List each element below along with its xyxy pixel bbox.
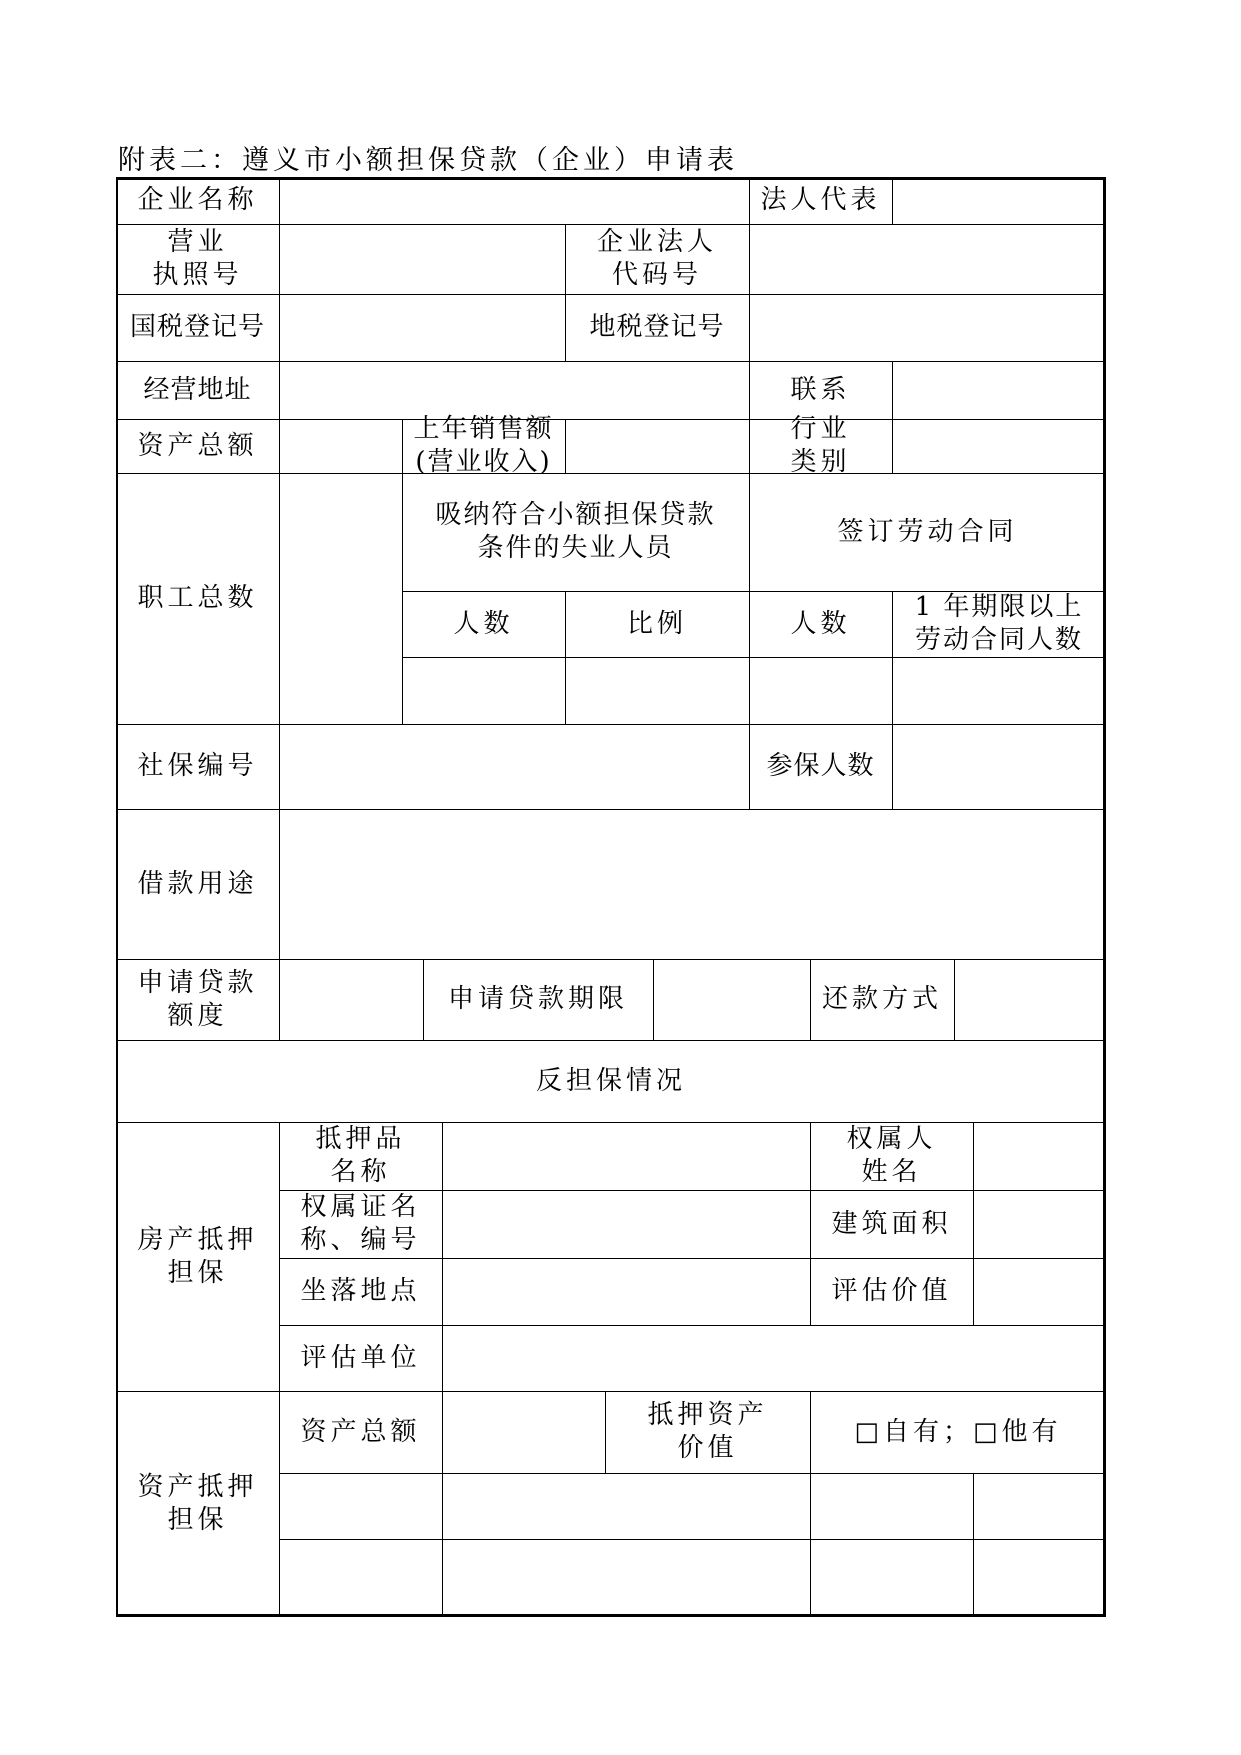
business-license-field[interactable]: [279, 224, 565, 294]
asset-row2-col2[interactable]: [442, 1539, 810, 1617]
headcount-field-2[interactable]: [749, 657, 892, 724]
title-cert-label: 权属证名 称、编号: [300, 1192, 421, 1255]
appraised-value-label: 评估价值: [831, 1276, 952, 1306]
company-name-label: 企业名称: [137, 185, 258, 215]
corp-code-field[interactable]: [749, 224, 1106, 294]
asset-row2-col4[interactable]: [973, 1539, 1106, 1617]
business-license-label: 营业 执照号: [152, 227, 243, 290]
owner-name-field[interactable]: [973, 1122, 1106, 1190]
legal-rep-field[interactable]: [892, 177, 1106, 224]
asset-mortgage-label: 资产抵押 担保: [137, 1472, 258, 1535]
headcount-label-2: 人数: [790, 608, 851, 639]
collateral-name-field[interactable]: [442, 1122, 810, 1190]
appraiser-label: 评估单位: [300, 1342, 421, 1373]
ratio-field[interactable]: [565, 657, 749, 724]
last-year-sales-label: 上年销售额 (营业收入): [413, 414, 554, 477]
address-field[interactable]: [279, 361, 749, 419]
contract-1yr-label: 1 年期限以上 劳动合同人数: [914, 592, 1084, 655]
legal-rep-label: 法人代表: [760, 185, 881, 215]
ownership-checkboxes[interactable]: □自有；□他有: [854, 1416, 1062, 1447]
insured-count-label: 参保人数: [766, 751, 875, 781]
repayment-label: 还款方式: [821, 984, 942, 1014]
total-staff-label: 职工总数: [137, 583, 258, 613]
mortgaged-asset-value-label: 抵押资产 价值: [647, 1400, 768, 1463]
location-field[interactable]: [442, 1258, 810, 1325]
floor-area-label: 建筑面积: [831, 1208, 952, 1239]
title-cert-field[interactable]: [442, 1190, 810, 1258]
owner-name-label: 权属人 姓名: [846, 1124, 937, 1187]
headcount-field-1[interactable]: [402, 657, 565, 724]
loan-amount-label: 申请贷款 额度: [137, 967, 258, 1031]
loan-purpose-label: 借款用途: [137, 868, 258, 899]
total-staff-field[interactable]: [279, 473, 402, 724]
absorbed-unemployed-label: 吸纳符合小额担保贷款 条件的失业人员: [435, 500, 716, 563]
headcount-label-1: 人数: [453, 608, 514, 639]
asset-row1-col2[interactable]: [442, 1473, 810, 1539]
location-label: 坐落地点: [300, 1276, 421, 1306]
asset-row2-col3[interactable]: [810, 1539, 973, 1617]
asset-row2-col1[interactable]: [279, 1539, 442, 1617]
national-tax-label: 国税登记号: [129, 312, 265, 342]
appraiser-field[interactable]: [442, 1325, 1106, 1391]
counter-guarantee-heading: 反担保情况: [535, 1065, 686, 1096]
address-label: 经营地址: [143, 374, 252, 405]
property-mortgage-label: 房产抵押 担保: [137, 1224, 258, 1288]
social-security-field[interactable]: [279, 724, 749, 809]
loan-amount-field[interactable]: [279, 959, 423, 1040]
last-year-sales-field[interactable]: [565, 419, 749, 473]
application-form-table: [116, 177, 1106, 1617]
total-assets-field[interactable]: [279, 419, 402, 473]
asset-total-label: 资产总额: [300, 1416, 421, 1447]
labor-contract-label: 签订劳动合同: [837, 516, 1018, 547]
industry-label: 行业 类别: [790, 414, 851, 477]
loan-term-label: 申请贷款期限: [447, 984, 628, 1014]
national-tax-field[interactable]: [279, 294, 565, 361]
asset-total-field[interactable]: [442, 1391, 605, 1473]
ratio-label: 比例: [626, 608, 687, 639]
contact-label: 联系: [790, 374, 851, 405]
asset-row1-col3[interactable]: [810, 1473, 973, 1539]
collateral-name-label: 抵押品 名称: [315, 1124, 406, 1187]
loan-purpose-field[interactable]: [279, 809, 1106, 959]
loan-term-field[interactable]: [653, 959, 810, 1040]
contract-1yr-field[interactable]: [892, 657, 1106, 724]
repayment-field[interactable]: [954, 959, 1106, 1040]
asset-row1-col1[interactable]: [279, 1473, 442, 1539]
floor-area-field[interactable]: [973, 1190, 1106, 1258]
appraised-value-field[interactable]: [973, 1258, 1106, 1325]
form-title: 附表二：遵义市小额担保贷款（企业）申请表: [118, 145, 738, 176]
industry-field[interactable]: [892, 419, 1106, 473]
social-security-label: 社保编号: [137, 751, 258, 781]
contact-field[interactable]: [892, 361, 1106, 419]
total-assets-label: 资产总额: [137, 430, 258, 461]
asset-row1-col4[interactable]: [973, 1473, 1106, 1539]
corp-code-label: 企业法人 代码号: [596, 227, 717, 290]
local-tax-field[interactable]: [749, 294, 1106, 361]
company-name-field[interactable]: [279, 177, 749, 224]
local-tax-label: 地税登记号: [589, 312, 725, 342]
insured-count-field[interactable]: [892, 724, 1106, 809]
